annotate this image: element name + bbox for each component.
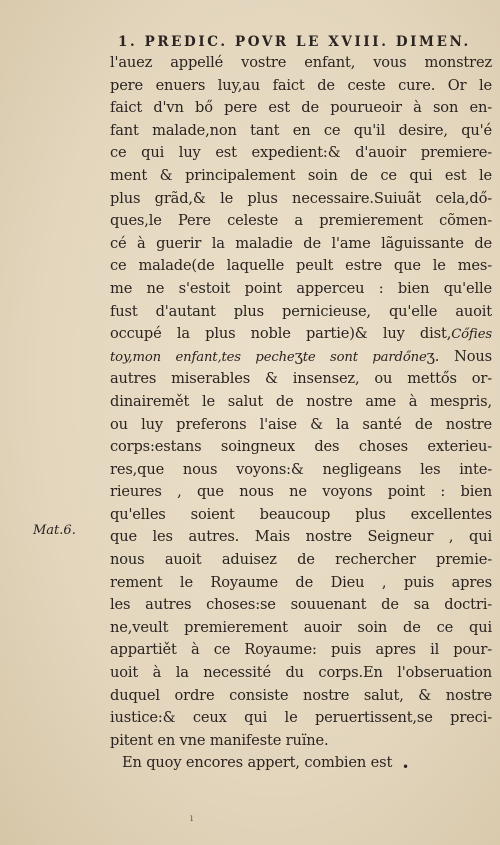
text-line: plus grãd,& le plus necessaire.Suiuãt cela,dő- <box>110 189 492 207</box>
text-line: cé à guerir la maladie de l'ame lãguissante de <box>110 234 492 252</box>
text-line: nous auoit aduisez de rechercher premie- <box>110 551 492 569</box>
text-line: corps:estans soingneux des choses exterieu- <box>110 438 492 456</box>
text-line: duquel ordre consiste nostre salut, & nostre <box>110 686 492 704</box>
text-line: ques,le Pere celeste a premierement cõmen- <box>110 212 492 230</box>
text-line: me ne s'estoit point apperceu : bien qu'elle <box>110 279 492 297</box>
text-line: iustice:& ceux qui le peruertissent,se preci- <box>110 709 492 727</box>
text-line: res,que nous voyons:& negligeans les inte- <box>110 460 492 478</box>
text-line: autres miserables & insensez, ou mettős or- <box>110 370 492 388</box>
text-line: l'auez appellé vostre enfant, vous monstrez <box>110 54 492 71</box>
text-line: dinairemět le salut de nostre ame à mespris, <box>110 392 492 410</box>
italic-quote: te sont pardőne <box>302 349 427 365</box>
text-line: pere enuers luy,au faict de ceste cure. Or le <box>110 76 492 94</box>
text-line: rement le Royaume de Dieu , puis apres <box>110 573 492 591</box>
text-line: fant malade,non tant en ce qu'il desire, qu'é <box>110 121 492 139</box>
abbreviation-mark: ʒ <box>294 347 303 365</box>
text-line-with-quote <box>110 323 492 346</box>
text-line: fust d'autant plus pernicieuse, qu'elle auoit <box>110 302 492 320</box>
text-line: ou luy preferons l'aise & la santé de nostre <box>110 415 492 433</box>
paragraph-start-line: En quoy encores appert, combien est <box>122 754 393 772</box>
text-line: faict d'vn bő pere est de pourueoir à son en- <box>110 99 492 117</box>
text-line: uoit à la necessité du corps.En l'obseruation <box>110 664 492 682</box>
running-header: 1. PREDIC. POVR LE XVIII. DIMEN. <box>118 34 471 50</box>
italic-quote: Cőfies <box>451 327 492 343</box>
footer-mark: ı <box>190 813 194 824</box>
abbreviation-mark: ʒ <box>426 347 435 365</box>
text-line: que les autres. Mais nostre Seigneur , qui <box>110 528 492 546</box>
text-segment: occupé la plus noble partie)& luy dist, <box>110 325 452 343</box>
text-line: ment & principalement soin de ce qui est le <box>110 166 492 184</box>
text-line: qu'elles soient beaucoup plus excellentes <box>110 505 492 523</box>
text-line: ne,veult premierement auoir soin de ce qui <box>110 618 492 636</box>
page-dot-mark: • <box>402 760 410 774</box>
text-line: appartiět à ce Royaume: puis apres il pour- <box>110 641 492 659</box>
italic-quote: toy,mon enfant,tes peche <box>110 349 295 365</box>
text-line: les autres choses:se souuenant de sa doctri- <box>110 596 492 614</box>
paragraph-end-line: pitent en vne manifeste ruïne. <box>110 731 329 749</box>
main-text-block <box>110 52 492 775</box>
text-line-with-quote <box>110 346 492 369</box>
text-line: rieures , que nous ne voyons point : bien <box>110 483 492 501</box>
margin-reference: Mat.6. <box>33 523 76 538</box>
text-line: ce malade(de laquelle peult estre que le mes- <box>110 257 492 275</box>
text-line: ce qui luy est expedient:& d'auoir premiere- <box>110 144 492 162</box>
text-segment: . Nous <box>434 347 492 365</box>
